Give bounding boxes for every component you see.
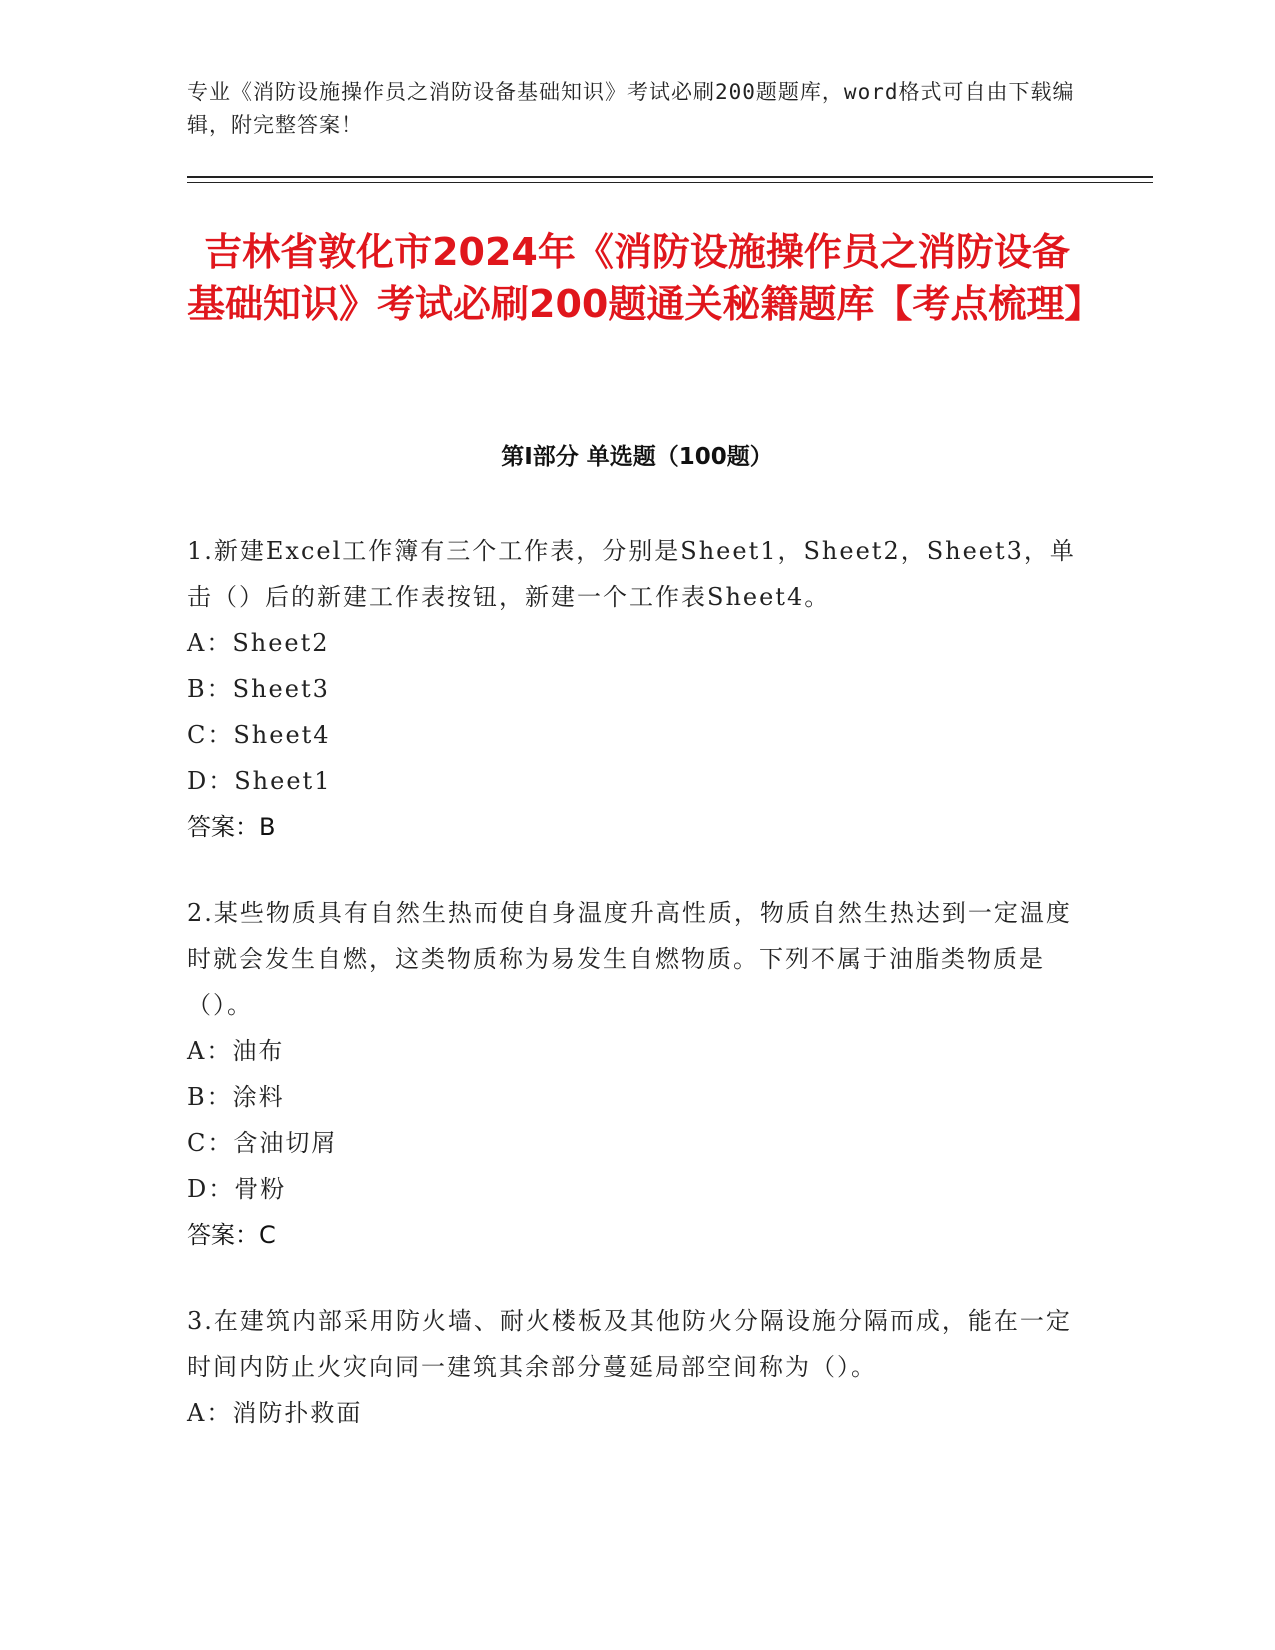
- option-b: B：涂料: [187, 1083, 285, 1111]
- option-d: D：Sheet1: [187, 767, 332, 795]
- answer: 答案：C: [187, 1221, 276, 1249]
- section-heading: 第Ⅰ部分 单选题（100题）: [501, 444, 773, 470]
- question-stem: 2.某些物质具有自然生热而使自身温度升高性质，物质自然生热达到一定温度时就会发生自燃，这类物质称为易发生自燃物质。下列不属于油脂类物质是（）。: [187, 899, 1072, 1019]
- question-2: [187, 890, 1087, 1258]
- option-a: A：消防扑救面: [187, 1399, 363, 1427]
- question-list: [187, 528, 1087, 1476]
- option-d: D：骨粉: [187, 1175, 287, 1203]
- question-3: [187, 1298, 1087, 1436]
- option-c: C：Sheet4: [187, 721, 331, 749]
- document-title: 吉林省敦化市2024年《消防设施操作员之消防设备基础知识》考试必刷200题通关秘籍题库【考点梳理】: [187, 230, 1103, 326]
- question-stem: 1.新建Excel工作簿有三个工作表，分别是Sheet1，Sheet2，Sheet3，单击（）后的新建工作表按钮，新建一个工作表Sheet4。: [187, 537, 1076, 611]
- question-1: [187, 528, 1087, 850]
- question-stem: 3.在建筑内部采用防火墙、耐火楼板及其他防火分隔设施分隔而成，能在一定时间内防止火灾向同一建筑其余部分蔓延局部空间称为（）。: [187, 1307, 1072, 1381]
- option-a: A：Sheet2: [187, 629, 330, 657]
- option-c: C：含油切屑: [187, 1129, 338, 1157]
- option-b: B：Sheet3: [187, 675, 330, 703]
- option-a: A：油布: [187, 1037, 285, 1065]
- header-rule-thin: [187, 182, 1153, 183]
- header-rule: [187, 176, 1153, 178]
- header-note: 专业《消防设施操作员之消防设备基础知识》考试必刷200题题库，word格式可自由下载编辑，附完整答案！: [187, 80, 1075, 137]
- answer: 答案：B: [187, 813, 276, 841]
